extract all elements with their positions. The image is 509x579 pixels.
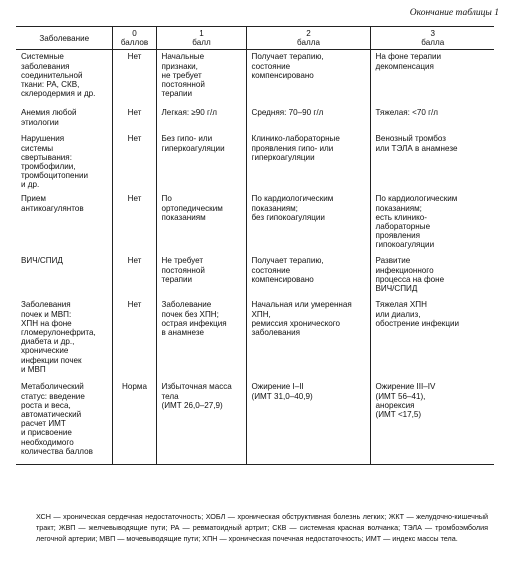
header-score-1: 1 балл bbox=[156, 27, 246, 50]
table-row bbox=[16, 380, 494, 465]
score-0-cell: Норма bbox=[112, 380, 156, 465]
disease-cell: Заболевания почек и МВП: ХПН на фоне гломерулонефрита, диабета и др., хронические инфекции почек и МВП bbox=[21, 300, 96, 374]
score-1-cell: Без гипо- или гиперкоагуляции bbox=[156, 132, 246, 192]
score-2-cell: Клинико-лабораторные проявления гипо- или гиперкоагуляции bbox=[246, 132, 370, 192]
score-3-cell: По кардиологическим показаниям; есть клинико- лабораторные проявления гипокоагуляции bbox=[370, 192, 494, 254]
table-header-row bbox=[16, 27, 494, 50]
score-1-cell: Легкая: ≥90 г/л bbox=[156, 106, 246, 132]
score-2-cell: Ожирение I–II (ИМТ 31,0–40,9) bbox=[246, 380, 370, 465]
table-row bbox=[16, 254, 494, 298]
score-3-cell: Тяжелая ХПН или диализ, обострение инфекции bbox=[370, 298, 494, 380]
score-2-cell: Получает терапию, состояние компенсировано bbox=[246, 254, 370, 298]
score-2-cell: По кардиологическим показаниям; без гипокоагуляции bbox=[246, 192, 370, 254]
score-0-cell: Нет bbox=[112, 192, 156, 254]
score-3-cell: Венозный тромбоз или ТЭЛА в анамнезе bbox=[370, 132, 494, 192]
table-row bbox=[16, 298, 494, 380]
score-1-cell: Избыточная масса тела (ИМТ 26,0–27,9) bbox=[156, 380, 246, 465]
score-0-cell: Нет bbox=[112, 254, 156, 298]
scoring-table bbox=[16, 26, 494, 465]
score-2-cell: Средняя: 70–90 г/л bbox=[246, 106, 370, 132]
score-0-cell: Нет bbox=[112, 50, 156, 107]
score-3-cell: Ожирение III–IV (ИМТ 56–41), анорексия (ИМТ <17,5) bbox=[370, 380, 494, 465]
score-1-cell: Не требует постоянной терапии bbox=[156, 254, 246, 298]
table-row bbox=[16, 106, 494, 132]
disease-cell: Системные заболевания соединительной ткани: РА, СКВ, склеродермия и др. bbox=[21, 52, 96, 99]
disease-cell: Прием антикоагулянтов bbox=[21, 194, 84, 213]
score-0-cell: Нет bbox=[112, 106, 156, 132]
disease-cell: Метаболический статус: введение роста и веса, автоматический расчет ИМТ и присвоение необходимого количества баллов bbox=[16, 380, 112, 465]
header-score-0: 0 баллов bbox=[112, 27, 156, 50]
header-disease: Заболевание bbox=[39, 33, 90, 43]
disease-cell: ВИЧ/СПИД bbox=[21, 256, 63, 266]
abbreviations-footnote: ХСН — хроническая сердечная недостаточность; ХОБЛ — хроническая обструктивная болезнь легких; ЖКТ — желудочно-кишечный тракт; ЖВП — желчевыводящие пути; РА — ревматоидный артрит; СКВ — системная красная волчанка; ТЭЛА — тромбоэмболия легочной артерии; МВП — мочевыводящие пути; ХПН — хроническая почечная недостаточность; ИМТ — индекс массы тела. bbox=[36, 512, 488, 543]
disease-cell: Анемия любой этиологии bbox=[21, 108, 77, 127]
table-row bbox=[16, 192, 494, 254]
score-3-cell: На фоне терапии декомпенсация bbox=[370, 50, 494, 107]
score-2-cell: Получает терапию, состояние компенсировано bbox=[246, 50, 370, 107]
score-1-cell: Заболевание почек без ХПН; острая инфекция в анамнезе bbox=[156, 298, 246, 380]
header-score-3: 3 балла bbox=[370, 27, 494, 50]
score-0-cell: Нет bbox=[112, 132, 156, 192]
table-row bbox=[16, 132, 494, 192]
score-1-cell: Начальные признаки, не требует постоянной терапии bbox=[156, 50, 246, 107]
table-row bbox=[16, 50, 494, 107]
score-3-cell: Развитие инфекционного процесса на фоне ВИЧ/СПИД bbox=[370, 254, 494, 298]
score-2-cell: Начальная или умеренная ХПН, ремиссия хронического заболевания bbox=[246, 298, 370, 380]
score-1-cell: По ортопедическим показаниям bbox=[156, 192, 246, 254]
disease-cell: Нарушения системы свертывания: тромбофилии, тромбоцитопении и др. bbox=[21, 134, 88, 190]
table-continuation-caption: Окончание таблицы 1 bbox=[409, 8, 499, 18]
score-0-cell: Нет bbox=[112, 298, 156, 380]
header-score-2: 2 балла bbox=[246, 27, 370, 50]
score-3-cell: Тяжелая: <70 г/л bbox=[370, 106, 494, 132]
